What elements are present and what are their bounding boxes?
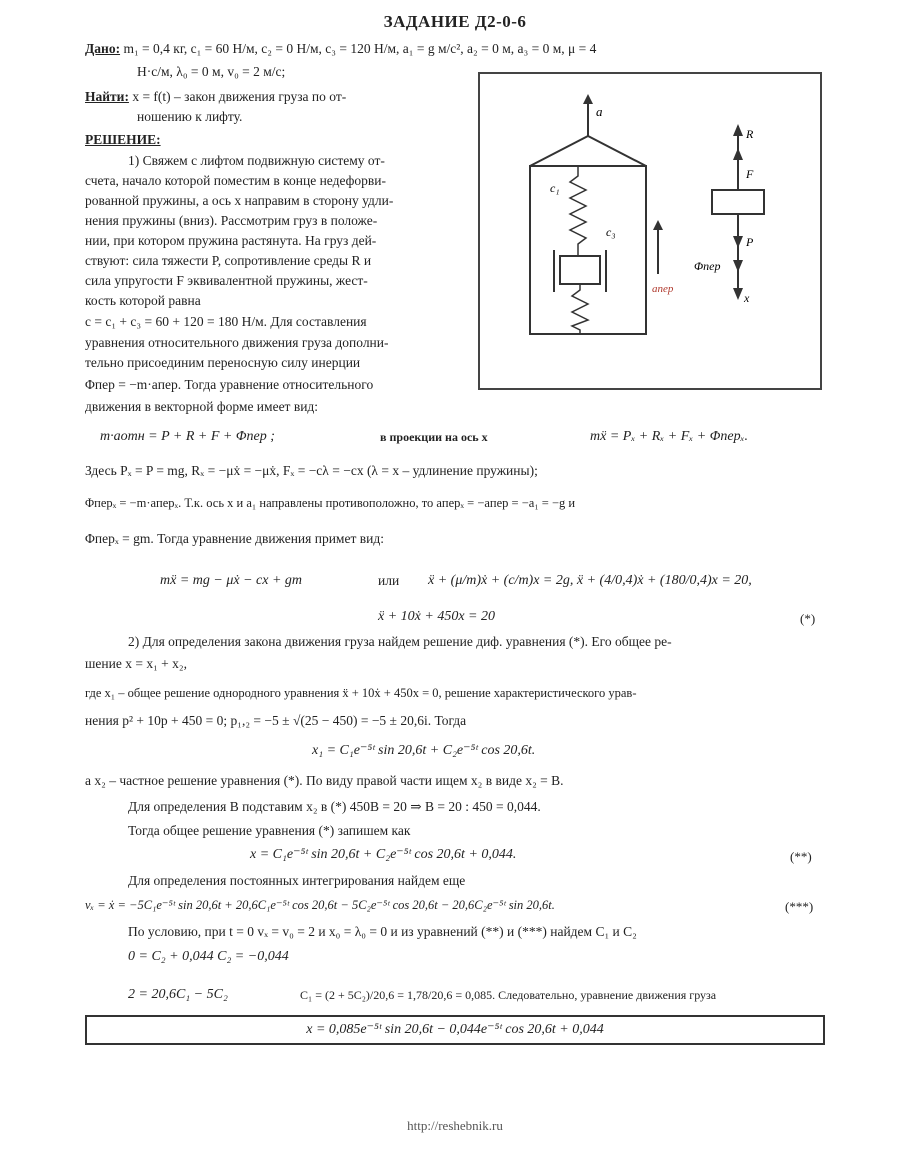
general-equation: x = C₁e⁻⁵ᵗ sin 20,6t + C₂e⁻⁵ᵗ cos 20,6t + 0,044.	[250, 847, 517, 862]
equation-vector: m·aотн = P + R + F + Φпер ;	[100, 429, 275, 444]
label-R: R	[746, 127, 754, 141]
solution-line: нения пружины (вниз). Рассмотрим груз в положе-	[85, 213, 378, 228]
force-R-arrow-icon	[733, 124, 743, 136]
label-aper: aпер	[652, 283, 674, 295]
mass-block-free-body	[712, 190, 764, 214]
aper-arrow-icon	[653, 220, 663, 230]
label-c3: c₃	[606, 225, 616, 239]
solution-label	[85, 131, 161, 149]
solution-line: ствуют: сила тяжести P, сопротивление среды R и	[85, 253, 372, 268]
spring-lower	[572, 284, 588, 334]
solution-line: нии, при котором пружина растянута. На груз дей-	[85, 233, 377, 248]
find-line-1	[85, 88, 346, 106]
force-F-arrow-icon	[733, 148, 743, 160]
general-line: Тогда общее решение уравнения (*) запишем как	[128, 823, 411, 838]
given-line-2: Н·с/м, λ₀ = 0 м, v₀ = 2 м/с;	[137, 64, 286, 79]
equation-number-3: (***)	[785, 899, 814, 914]
step2-line-4: нения p² + 10p + 450 = 0; p₁,₂ = −5 ± √(25 − 450) = −5 ± 20,6i. Тогда	[85, 713, 467, 728]
phi-line-2: Φперₓ = gm. Тогда уравнение движения примет вид:	[85, 531, 384, 546]
step2-line-3: где x₁ – общее решение однородного уравнения ẍ + 10ẋ + 450x = 0, решение характеристического урав-	[85, 686, 637, 700]
equation-number-2: (**)	[790, 849, 812, 864]
label-phi: Φпер	[694, 259, 721, 273]
given-line-1	[85, 40, 596, 58]
solution-line: тельно присоединим переносную силу инерции	[85, 355, 361, 370]
label-a: a	[596, 104, 603, 119]
x2-line: а x₂ – частное решение уравнения (*). По виду правой части ищем x₂ в виде x₂ = B.	[85, 773, 564, 788]
force-P-arrow-icon	[733, 236, 743, 248]
here-line: Здесь Pₓ = P = mg, Rₓ = −μẋ = −μẋ, Fₓ = −cλ = −cx (λ = x – удлинение пружины);	[85, 463, 538, 478]
constant-equation-3: C₁ = (2 + 5C₂)/20,6 = 1,78/20,6 = 0,085. Следовательно, уравнение движения груза	[300, 988, 717, 1002]
phi-line: Φперₓ = −m·aперₓ. Т.к. ось x и a₁ направлены противоположно, то aперₓ = −aпер = −a₁ = −g и	[85, 496, 576, 510]
mass-block	[560, 256, 600, 284]
elevator-cabin	[530, 166, 646, 334]
answer-box: x = 0,085e⁻⁵ᵗ sin 20,6t − 0,044e⁻⁵ᵗ cos 20,6t + 0,044	[85, 1015, 825, 1045]
solution-line: рованной пружины, а ось x направим в сторону удли-	[85, 193, 394, 208]
step2-line-2: шение x = x₁ + x₂,	[85, 656, 187, 671]
equation-number-1: (*)	[800, 611, 816, 626]
equation-motion-a: mẍ = mg − μẋ − cx + gm	[160, 573, 303, 588]
constant-equation-2: 2 = 20,6C₁ − 5C₂	[128, 987, 228, 1002]
x1-equation: x₁ = C₁e⁻⁵ᵗ sin 20,6t + C₂e⁻⁵ᵗ cos 20,6t.	[312, 743, 536, 758]
spring-upper	[570, 166, 586, 256]
equation-motion-b: ẍ + (μ/m)ẋ + (c/m)x = 2g, ẍ + (4/0,4)ẋ + (180/0,4)x = 20,	[428, 573, 752, 588]
mechanism-figure	[478, 72, 822, 390]
solution-line: c = c₁ + c₃ = 60 + 120 = 180 Н/м. Для составления	[85, 314, 367, 329]
solution-line: Φпер = −m·aпер. Тогда уравнение относительного	[85, 377, 374, 392]
solution-line: 1) Свяжем с лифтом подвижную систему от-	[128, 153, 385, 168]
label-F: F	[746, 167, 754, 181]
step2-line-1: 2) Для определения закона движения груза найдем решение диф. уравнения (*). Его общее ре-	[128, 634, 672, 649]
b-line: Для определения B подставим x₂ в (*) 450B = 20 ⇒ B = 20 : 450 = 0,044.	[128, 799, 541, 814]
force-phi-arrow-icon	[733, 260, 743, 272]
page-title: ЗАДАНИЕ Д2-0-6	[383, 12, 527, 31]
projection-note: в проекции на ось x	[380, 430, 488, 444]
or-word: или	[378, 573, 400, 588]
footer-url: http://reshebnik.ru	[407, 1118, 503, 1133]
find-line-2: ношению к лифту.	[137, 109, 243, 124]
label-P: P	[746, 235, 754, 249]
solution-line: кость которой равна	[85, 293, 201, 308]
find-text-1: x = f(t) – закон движения груза по от-	[132, 89, 347, 104]
solution-line: сила упругости F эквивалентной пружины, жест-	[85, 273, 368, 288]
derivative-equation: vₓ = ẋ = −5C₁e⁻⁵ᵗ sin 20,6t + 20,6C₁e⁻⁵ᵗ cos 20,6t − 5C₂e⁻⁵ᵗ cos 20,6t − 20,6C₂e⁻⁵ᵗ sin 20,6t.	[85, 898, 555, 912]
constant-equation-1: 0 = C₂ + 0,044 C₂ = −0,044	[128, 949, 289, 964]
solution-label-text: РЕШЕНИЕ:	[85, 132, 161, 147]
equation-motion-c: ẍ + 10ẋ + 450x = 20	[378, 609, 495, 624]
cabin-roof	[530, 136, 646, 166]
solution-line: счета, начало которой поместим в конце недефорви-	[85, 173, 386, 188]
mechanism-diagram	[480, 74, 820, 388]
x-axis-arrow-icon	[733, 288, 743, 300]
equation-projection: mẍ = Pₓ + Rₓ + Fₓ + Φперₓ.	[590, 429, 749, 444]
find-label: Найти:	[85, 89, 129, 104]
solution-line: движения в векторной форме имеет вид:	[85, 399, 319, 414]
label-x: x	[744, 291, 750, 305]
arrow-up-icon	[583, 94, 593, 104]
given-label: Дано:	[85, 41, 121, 56]
conditions-line: По условию, при t = 0 vₓ = v₀ = 2 и x₀ = λ₀ = 0 и из уравнений (**) и (***) найдем C₁ и C₂	[128, 924, 637, 939]
given-text-1: m₁ = 0,4 кг, c₁ = 60 Н/м, c₂ = 0 Н/м, c₃ = 120 Н/м, a₁ = g м/с², a₂ = 0 м, a₃ = 0 м, μ = 4	[123, 41, 597, 56]
label-c1: c₁	[550, 181, 560, 195]
solution-line: уравнения относительного движения груза дополни-	[85, 335, 389, 350]
derivative-line: Для определения постоянных интегрирования найдем еще	[128, 873, 466, 888]
